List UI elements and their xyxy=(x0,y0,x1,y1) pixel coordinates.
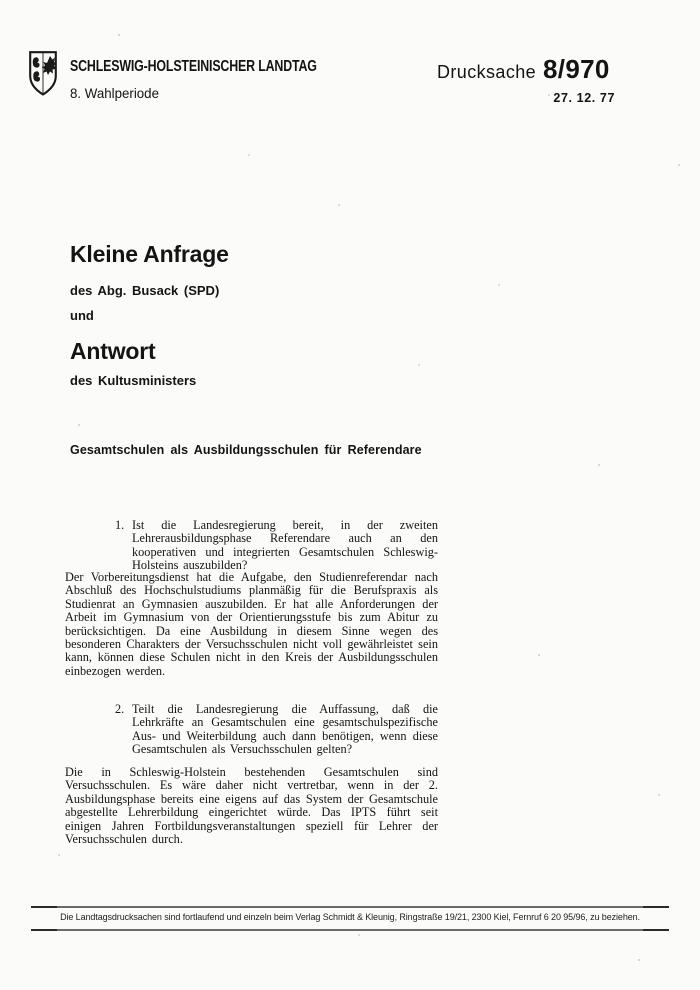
document-date: 27. 12. 77 xyxy=(553,91,615,105)
document-id-block xyxy=(437,54,627,105)
question-2-text: Teilt die Landesregierung die Auffassung, daß die Lehrkräfte an Gesamtschulen eine gesamtschulspezifische Aus- und Weiterbildung auch dann benötigen, wenn diese Gesamtschulen als Versuchsschulen gelten? xyxy=(132,702,438,757)
footer-rule-top xyxy=(31,906,669,908)
subject-line: Gesamtschulen als Ausbildungsschulen für Referendare xyxy=(70,443,422,457)
answer-2-text: Die in Schleswig-Holstein bestehenden Gesamtschulen sind Versuchsschulen. Es wäre daher nicht vertretbar, wenn in der 2. Ausbildungsphase bereits eine eigens auf das System der Gesamtschule abgestellte Lehrerbildung eingerichtet würde. Das IPTS führt seit einigen Jahren Fortbildungsveranstaltungen speziell für Lehrer der Versuchsschulen durch. xyxy=(65,765,438,847)
answer-1-text: Der Vorbereitungsdienst hat die Aufgabe, den Studienreferendar nach Abschluß des Hochschulstudiums planmäßig für die Berufspraxis als Studienrat an Gymnasien auszubilden. Er hat alle Anforderungen der Arbeit im Gymnasium von der Orientierungsstufe bis zum Abitur zu berücksichtigen. Da eine Ausbildung in diesem Sinne wegen des besonderen Charakters der Versuchsschulen nicht voll gewährleistet sein kann, können diese Schulen nicht in den Kreis der Ausbildungsschulen einbezogen werden. xyxy=(65,570,438,678)
question-1 xyxy=(115,519,438,573)
drucksache-number: 8/970 xyxy=(543,54,610,84)
parliament-name: SCHLESWIG-HOLSTEINISCHER LANDTAG xyxy=(70,58,317,75)
request-author: des Abg. Busack (SPD) xyxy=(70,283,220,298)
request-title: Kleine Anfrage xyxy=(70,241,229,267)
drucksache-label: Drucksache xyxy=(437,62,537,82)
coat-of-arms-icon xyxy=(28,50,58,97)
footer-note: Die Landtagsdrucksachen sind fortlaufend und einzeln beim Verlag Schmidt & Kleunig, Ringstraße 19/21, 2300 Kiel, Fernruf 6 20 95/96, zu beziehen. xyxy=(60,912,640,922)
legislative-period: 8. Wahlperiode xyxy=(70,85,159,101)
footer-rule-bottom xyxy=(31,929,669,931)
question-2 xyxy=(115,703,438,757)
connector-und: und xyxy=(70,308,94,323)
answer-title: Antwort xyxy=(70,338,156,364)
answer-author: des Kultusministers xyxy=(70,373,197,388)
question-1-number: 1. xyxy=(115,518,125,532)
question-2-number: 2. xyxy=(115,702,125,716)
question-1-text: Ist die Landesregierung bereit, in der zweiten Lehrerausbildungsphase Referendare auch an den kooperativen und integrierten Gesamtschulen Schleswig-Holsteins auszubilden? xyxy=(132,518,438,573)
